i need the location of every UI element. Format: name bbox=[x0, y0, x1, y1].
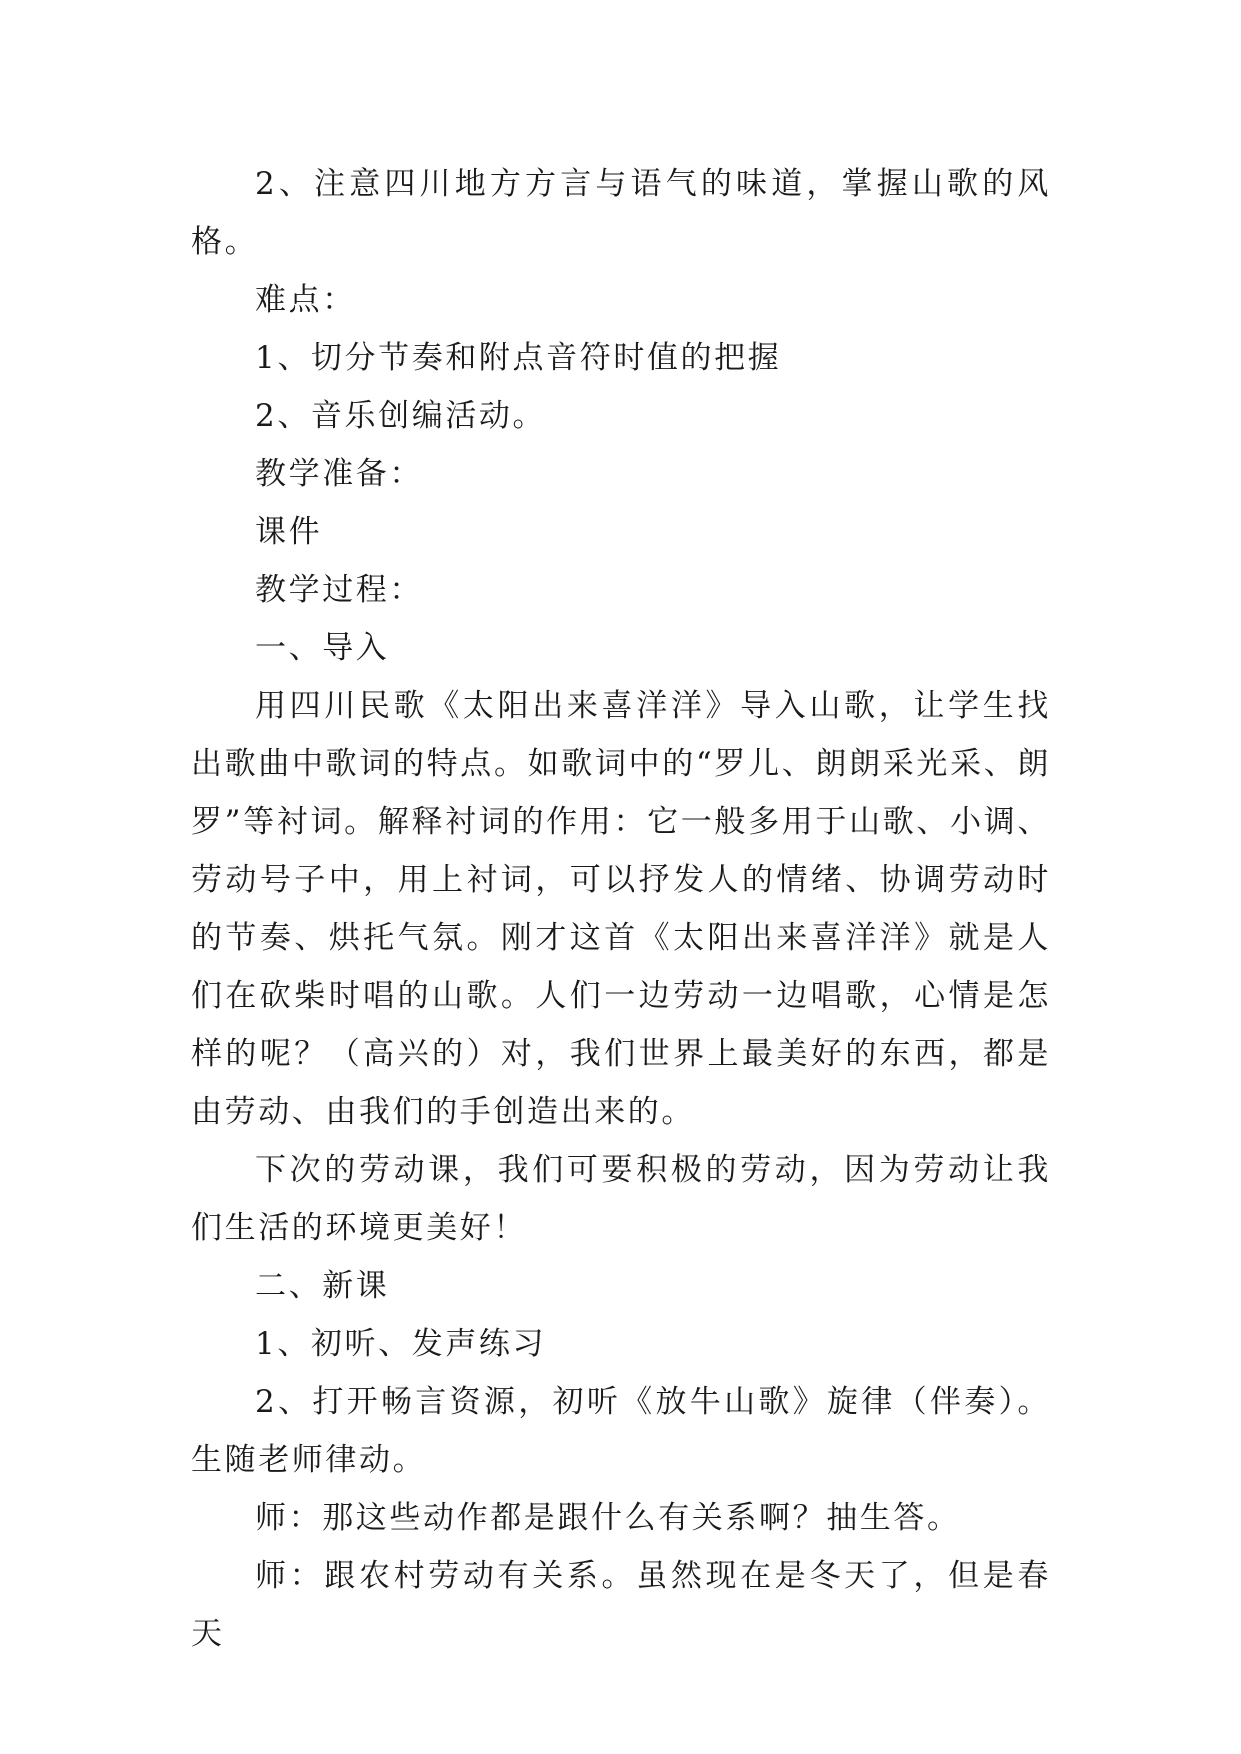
paragraph-introduction-body: 用四川民歌《太阳出来喜洋洋》导入山歌，让学生找出歌曲中歌词的特点。如歌词中的“罗儿、朗朗采光采、朗罗”等衬词。解释衬词的作用：它一般多用于山歌、小调、劳动号子中，用上衬词，可以抒发人的情绪、协调劳动时的节奏、烘托气氛。刚才这首《太阳出来喜洋洋》就是人们在砍柴时唱的山歌。人们一边劳动一边唱歌，心情是怎样的呢？（高兴的）对，我们世界上最美好的东西，都是由劳动、由我们的手创造出来的。 bbox=[191, 688, 1051, 1130]
heading-teaching-process: 教学过程： bbox=[255, 572, 423, 608]
heading-introduction: 一、导入 bbox=[255, 630, 390, 666]
paragraph-teacher-answer: 师：跟农村劳动有关系。虽然现在是冬天了，但是春天 bbox=[191, 1558, 1051, 1652]
paragraph-teacher-question: 师：那这些动作都是跟什么有关系啊？抽生答。 bbox=[255, 1500, 961, 1536]
heading-new-lesson: 二、新课 bbox=[255, 1268, 390, 1304]
paragraph-labor-class: 下次的劳动课，我们可要积极的劳动，因为劳动让我们生活的环境更美好！ bbox=[191, 1152, 1051, 1246]
heading-teaching-preparation: 教学准备： bbox=[255, 456, 423, 492]
document-body bbox=[191, 155, 1051, 1663]
paragraph-first-listening: 1、初听、发声练习 bbox=[255, 1326, 547, 1362]
paragraph-difficulty-1: 1、切分节奏和附点音符时值的把握 bbox=[255, 340, 782, 376]
paragraph-open-resources: 2、打开畅言资源，初听《放牛山歌》旋律（伴奏）。生随老师律动。 bbox=[191, 1384, 1051, 1478]
heading-difficulties: 难点： bbox=[255, 282, 356, 318]
paragraph-difficulty-2: 2、音乐创编活动。 bbox=[255, 398, 547, 434]
paragraph-courseware: 课件 bbox=[255, 514, 323, 550]
paragraph-key-point-2: 2、注意四川地方方言与语气的味道，掌握山歌的风格。 bbox=[191, 166, 1051, 260]
